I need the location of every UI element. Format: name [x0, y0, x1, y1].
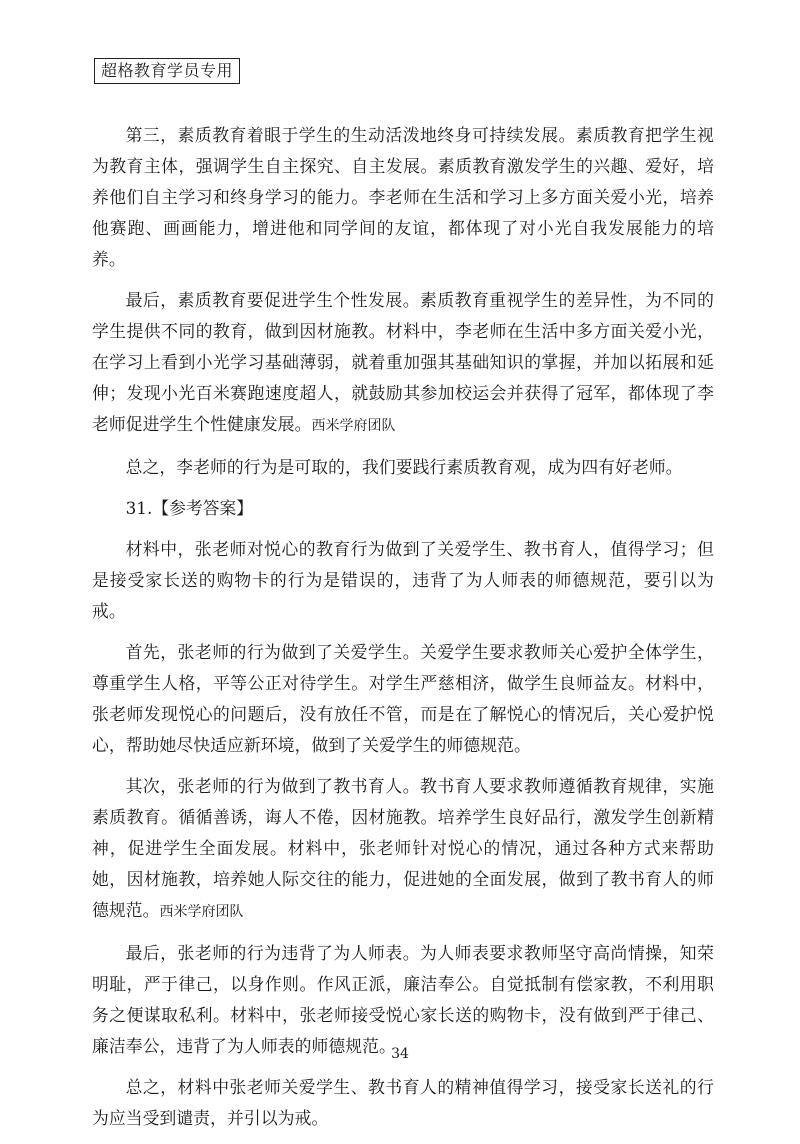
header-label: 超格教育学员专用 [94, 58, 240, 84]
paragraph-conclusion: 总之，李老师的行为是可取的，我们要践行素质教育观，成为四有好老师。 [125, 457, 683, 477]
paragraph-text: 其次，张老师的行为做到了教书育人。教书育人要求教师遵循教育规律，实施素质教育。循循善诱，诲人不倦，因材施教。培养学生良好品行，激发学生创新精神，促进学生全面发展。材料中，张老师针对悦心的情况，通过各种方式来帮助她，因材施教，培养她人际交往的能力，促进她的全面发展，做到了教书育人的师德规范。 [92, 776, 714, 920]
paragraph-third-point: 第三，素质教育着眼于学生的生动活泼地终身可持续发展。素质教育把学生视为教育主体，强调学生自主探究、自主发展。素质教育激发学生的兴趣、爱好，培养他们自主学习和终身学习的能力。李老师在生活和学习上多方面关爱小光，培养他赛跑、画画能力，增进他和同学间的友谊，都体现了对小光自我发展能力的培养。 [92, 125, 714, 269]
watermark-text: 西米学府团队 [311, 418, 396, 434]
paragraph-second-point [92, 771, 714, 928]
question-31-label: 31.【参考答案】 [125, 498, 253, 518]
document-body [92, 120, 714, 1144]
paragraph-final-conclusion: 总之，材料中张老师关爱学生、教书育人的精神值得学习，接受家长送礼的行为应当受到谴责，并引以为戒。 [92, 1077, 714, 1128]
paragraph-first-point: 首先，张老师的行为做到了关爱学生。关爱学生要求教师关心爱护全体学生，尊重学生人格，平等公正对待学生。对学生严慈相济，做学生良师益友。材料中，张老师发现悦心的问题后，没有放任不管，而是在了解悦心的情况后，关心爱护悦心，帮助她尽快适应新环境，做到了关爱学生的师德规范。 [92, 642, 714, 755]
paragraph-answer-intro: 材料中，张老师对悦心的教育行为做到了关爱学生、教书育人，值得学习；但是接受家长送的购物卡的行为是错误的，违背了为人师表的师德规范，要引以为戒。 [92, 539, 714, 621]
page-number: 34 [391, 1046, 409, 1062]
watermark-text: 西米学府团队 [159, 904, 244, 920]
paragraph-last-point [92, 285, 714, 442]
paragraph-third-point-violation: 最后，张老师的行为违背了为人师表。为人师表要求教师坚守高尚情操，知荣明耻，严于律己，以身作则。作风正派，廉洁奉公。自觉抵制有偿家教，不利用职务之便谋取私利。材料中，张老师接受悦心家长送的购物卡，没有做到严于律己、廉洁奉公，违背了为人师表的师德规范。 [92, 943, 714, 1056]
paragraph-text: 最后，素质教育要促进学生个性发展。素质教育重视学生的差异性，为不同的学生提供不同的教育，做到因材施教。材料中，李老师在生活中多方面关爱小光，在学习上看到小光学习基础薄弱，就着重加强其基础知识的掌握，并加以拓展和延伸；发现小光百米赛跑速度超人，就鼓励其参加校运会并获得了冠军，都体现了李老师促进学生个性健康发展。 [92, 290, 714, 434]
